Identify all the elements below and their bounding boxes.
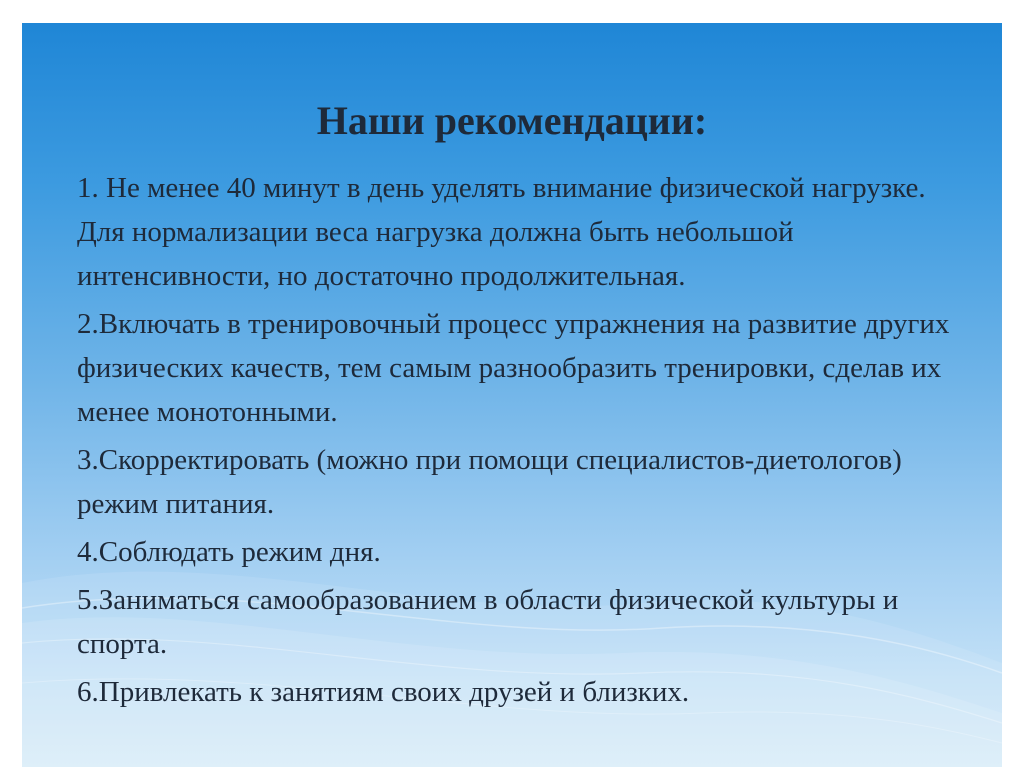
list-item: 4.Соблюдать режим дня. [77,536,381,568]
slide [22,23,1002,767]
list-item: 6.Привлекать к занятиям своих друзей и близких. [77,676,690,708]
list-item: 2.Включать в тренировочный процесс упражнения на развитие других физических качеств, тем самым разнообразить тренировки, сделав их менее монотонными. [77,308,950,428]
list-item: 5.Заниматься самообразованием в области физической культуры и спорта. [77,584,899,660]
slide-title: Наши рекомендации: [316,98,708,143]
recommendations-list [77,166,977,718]
list-item: 3.Скорректировать (можно при помощи специалистов-диетологов) режим питания. [77,444,902,520]
list-item: 1. Не менее 40 минут в день уделять внимание физической нагрузке. Для нормализации веса нагрузка должна быть небольшой интенсивности, но достаточно продолжительная. [77,172,926,292]
